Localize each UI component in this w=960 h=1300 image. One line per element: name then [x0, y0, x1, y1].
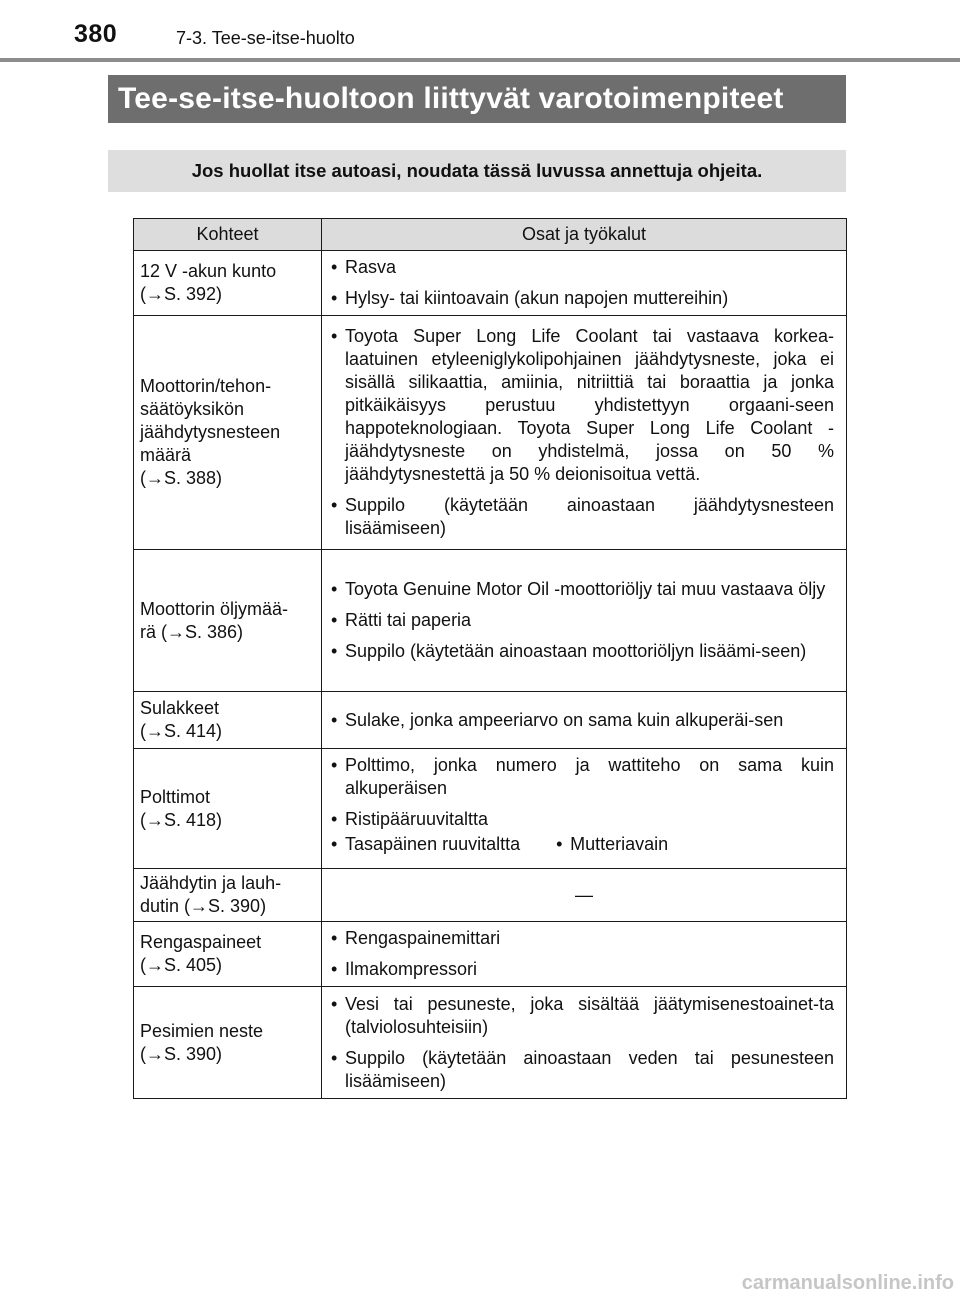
parts-cell: [322, 749, 847, 869]
column-header-items: Kohteet: [134, 219, 322, 251]
item-cell: [134, 550, 322, 692]
table-header-row: [134, 219, 847, 251]
header-rule: [0, 58, 960, 62]
column-header-parts: Osat ja työkalut: [322, 219, 847, 251]
parts-cell: [322, 692, 847, 749]
table-row: [134, 749, 847, 869]
parts-list-item: • Sulake, jonka ampeeriarvo on sama kuin alkuperäi-sen: [331, 709, 834, 732]
table-row: [134, 692, 847, 749]
parts-list-item: • Hylsy- tai kiintoavain (akun napojen muttereihin): [331, 287, 834, 310]
section-label: 7-3. Tee-se-itse-huolto: [176, 28, 355, 48]
parts-list: [331, 256, 834, 310]
item-cell: [134, 749, 322, 869]
parts-cell: [322, 922, 847, 987]
parts-cell: [322, 869, 847, 922]
item-text: Pesimien neste (→S. 390): [140, 1020, 264, 1064]
item-cell: [134, 692, 322, 749]
parts-list-item: • Suppilo (käytetään ainoastaan moottoriöljyn lisäämi-seen): [331, 640, 834, 663]
table-row: [134, 251, 847, 316]
parts-cell: [322, 316, 847, 550]
item-text: Sulakkeet (→S. 414): [140, 698, 223, 741]
parts-list-item: • Rengaspainemittari: [331, 927, 834, 950]
item-text: 12 V -akun kunto (→S. 392): [140, 261, 277, 304]
parts-cell: [322, 987, 847, 1099]
parts-list: [331, 578, 834, 663]
parts-text: —: [575, 884, 593, 905]
parts-list: [331, 927, 834, 981]
item-cell: [134, 251, 322, 316]
item-cell: [134, 922, 322, 987]
tools-table: [133, 218, 847, 1099]
parts-list-item: • Mutteriavain: [556, 833, 668, 856]
item-cell: [134, 316, 322, 550]
page-title: Tee-se-itse-huoltoon liittyvät varotoimenpiteet: [108, 75, 846, 123]
item-text: Jäähdytin ja lauh- dutin (→S. 390): [140, 873, 282, 916]
item-text: Moottorin öljymää- rä (→S. 386): [140, 598, 289, 642]
item-text: Moottorin/tehon- säätöyksikön jäähdytysnesteen määrä (→S. 388): [140, 376, 281, 488]
parts-list-item: • Toyota Genuine Motor Oil -moottoriöljy tai muu vastaava öljy: [331, 578, 834, 601]
intro-text: Jos huollat itse autoasi, noudata tässä luvussa annettuja ohjeita.: [108, 150, 846, 192]
parts-list-item: • Suppilo (käytetään ainoastaan veden tai pesunesteen lisäämiseen): [331, 1047, 834, 1093]
parts-list-item: • Suppilo (käytetään ainoastaan jäähdytysnesteen lisäämiseen): [331, 494, 834, 540]
parts-list-item: • Rätti tai paperia: [331, 609, 834, 632]
watermark: carmanualsonline.info: [741, 1272, 954, 1294]
parts-cell: [322, 550, 847, 692]
parts-list: [331, 993, 834, 1093]
table-row: [134, 987, 847, 1099]
parts-list-item: • Vesi tai pesuneste, joka sisältää jäätymisenestoainet-ta (talviolosuhteisiin): [331, 993, 834, 1039]
table-row: [134, 922, 847, 987]
item-cell: [134, 987, 322, 1099]
parts-list-item: • Rasva: [331, 256, 834, 279]
item-text: Rengaspaineet (→S. 405): [140, 932, 262, 975]
parts-inline-list: [331, 832, 834, 864]
parts-list-item: • Toyota Super Long Life Coolant tai vastaava korkea-laatuinen etyleeniglykolipohjainen jäähdytysneste, joka ei sisällä silikaattia, amiinia, nitriittiä tai boraattia ja jonka pitkäikäisyys perustuu yhdistettyyn orgaani-seen happoteknologiaan. Toyota Super Long Life Coolant -jäähdytysneste on yhdistelmä, jossa on 50 % jäähdytysnestettä ja 50 % deionisoitua vettä.: [331, 325, 834, 486]
item-cell: [134, 869, 322, 922]
item-text: Polttimot (→S. 418): [140, 786, 223, 830]
parts-list-item: • Ilmakompressori: [331, 958, 834, 981]
parts-list: [331, 325, 834, 540]
table-row: [134, 550, 847, 692]
parts-list: [331, 754, 834, 831]
parts-list: [331, 709, 834, 732]
parts-list-item: • Polttimo, jonka numero ja wattiteho on sama kuin alkuperäisen: [331, 754, 834, 800]
table-row: [134, 316, 847, 550]
parts-list-item: • Ristipääruuvitaltta: [331, 808, 834, 831]
parts-list-item: • Tasapäinen ruuvitaltta: [331, 833, 520, 856]
page-number: 380: [74, 20, 118, 48]
parts-cell: [322, 251, 847, 316]
table-row: [134, 869, 847, 922]
